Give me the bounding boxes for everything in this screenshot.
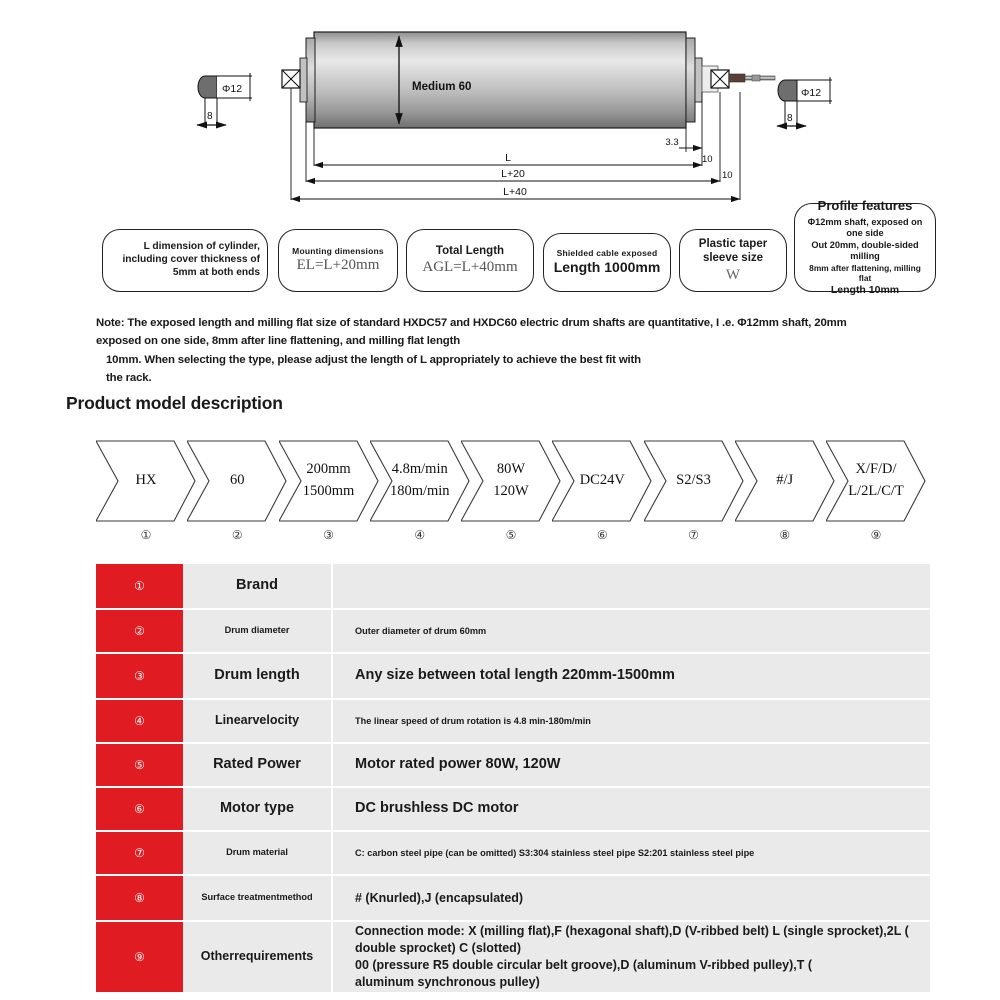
row-index-badge: ② xyxy=(96,610,183,652)
chevron-index-label: ⑤ xyxy=(505,528,517,542)
row-value xyxy=(333,922,930,992)
row-value xyxy=(333,564,930,608)
feature-capsule-plastic-taper-sleeve xyxy=(679,229,787,292)
table-row xyxy=(96,922,930,992)
row-label: Brand xyxy=(183,564,333,608)
chevron-index-label: ⑧ xyxy=(779,528,791,542)
chevron-shape xyxy=(552,440,652,522)
feature-capsule-total-length xyxy=(406,229,534,292)
row-value-line: Connection mode: X (milling flat),F (hexagonal shaft),D (V-ribbed belt) L (single sprocket),2L ( xyxy=(355,924,909,939)
capsule-title: Mounting dimensions xyxy=(292,245,384,256)
note-line-1: Note: The exposed length and milling flat size of standard HXDC57 and HXDC60 electric drum shafts are quantitative, I .e. Φ12mm shaft, 20mm xyxy=(96,317,847,329)
right-diameter-label: Φ12 xyxy=(801,87,822,99)
row-index-badge: ⑧ xyxy=(96,876,183,920)
row-value-line: # (Knurled),J (encapsulated) xyxy=(355,890,524,905)
table-row xyxy=(96,700,930,742)
medium-60-label: Medium 60 xyxy=(412,81,472,93)
left-mount-block xyxy=(282,70,300,88)
drum-technical-drawing xyxy=(0,0,1000,215)
table-row xyxy=(96,876,930,920)
capsule-line-2: Out 20mm, double-sided milling xyxy=(811,239,919,262)
row-label: Drum material xyxy=(183,832,333,874)
feature-capsule-shielded-cable xyxy=(543,233,671,292)
row-index-badge: ④ xyxy=(96,700,183,742)
drum-body xyxy=(300,32,702,128)
chevron-text-line-1: 4.8m/min xyxy=(391,461,448,478)
left-shaft-detail xyxy=(197,73,252,127)
row-value-line: C: carbon steel pipe (can be omitted) S3:304 stainless steel pipe S2:201 stainless steel pipe xyxy=(355,847,755,858)
chevron-index-label: ② xyxy=(231,528,243,542)
model-code-chevron-row xyxy=(96,440,926,550)
feature-capsule-profile-features xyxy=(794,198,936,296)
dim-10-b: 10 xyxy=(722,170,733,181)
note-line-2: exposed on one side, 8mm after line flattening, and milling flat length xyxy=(96,335,461,348)
row-value-line: Outer diameter of drum 60mm xyxy=(355,625,487,636)
row-index-badge: ① xyxy=(96,564,183,608)
capsule-title: Profile features xyxy=(817,198,913,214)
row-index-badge: ⑨ xyxy=(96,922,183,992)
chevron-text-line-1: X/F/D/ xyxy=(855,461,897,478)
model-code-segment-2 xyxy=(187,440,287,550)
row-value xyxy=(333,788,930,830)
section-heading-product-model: Product model description xyxy=(66,393,283,413)
model-code-segment-1 xyxy=(96,440,196,550)
chevron-index-label: ④ xyxy=(414,528,426,542)
table-row xyxy=(96,610,930,652)
chevron-index-label: ③ xyxy=(323,528,334,542)
row-index-badge: ⑦ xyxy=(96,832,183,874)
chevron-text-line-2: 120W xyxy=(493,483,529,499)
chevron-text-line-1: 60 xyxy=(230,472,245,489)
chevron-text-line-1: S2/S3 xyxy=(676,472,711,489)
row-value-line: DC brushless DC motor xyxy=(355,800,519,817)
dim-L: L xyxy=(505,152,511,164)
chevron-text-line-2: 180m/min xyxy=(389,483,450,499)
row-value-line: double sprocket) C (slotted) xyxy=(355,941,521,956)
table-row xyxy=(96,832,930,874)
chevron-text-line-1: HX xyxy=(135,472,157,489)
row-label: Drum diameter xyxy=(183,610,333,652)
capsule-line-1: L dimension of cylinder, xyxy=(143,241,260,253)
row-label: Rated Power xyxy=(183,744,333,786)
table-row xyxy=(96,788,930,830)
row-value-line: aluminum synchronous pulley) xyxy=(355,974,540,989)
note-block xyxy=(96,314,976,388)
right-flat-label: 8 xyxy=(787,113,793,124)
capsule-line-3: 8mm after flattening, milling flat xyxy=(809,262,921,284)
table-row xyxy=(96,654,930,698)
row-label: Other requirements xyxy=(183,922,333,992)
capsule-title-b: sleeve size xyxy=(702,252,764,265)
chevron-shape xyxy=(279,440,379,522)
dim-L20: L+20 xyxy=(501,168,525,180)
capsule-line-4: Length 10mm xyxy=(830,283,900,296)
model-code-segment-8 xyxy=(735,440,835,550)
dim-3-3: 3.3 xyxy=(665,137,679,148)
chevron-shape xyxy=(644,440,744,522)
row-value-line: 00 (pressure R5 double circular belt groove),D (aluminum V-ribbed pulley),T ( xyxy=(355,958,813,972)
right-shaft-detail xyxy=(777,77,832,128)
chevron-index-label: ① xyxy=(140,528,152,542)
row-label: Drum length xyxy=(183,654,333,698)
note-line-3: 10mm. When selecting the type, please adjust the length of L appropriately to achieve the best fit with xyxy=(106,353,641,366)
row-index-badge: ⑤ xyxy=(96,744,183,786)
table-row xyxy=(96,564,930,608)
model-code-segment-9 xyxy=(826,440,926,550)
chevron-shape xyxy=(735,440,835,522)
row-index-badge: ⑥ xyxy=(96,788,183,830)
row-index-badge: ③ xyxy=(96,654,183,698)
capsule-title: Shielded cable exposed xyxy=(556,248,658,259)
chevron-text-line-1: 200mm xyxy=(306,461,351,478)
row-label: Linear velocity xyxy=(183,700,333,742)
model-code-segment-6 xyxy=(552,440,652,550)
capsule-title-a: Plastic taper xyxy=(698,237,768,250)
chevron-index-label: ⑥ xyxy=(596,528,608,542)
row-value xyxy=(333,876,930,920)
feature-capsule-row xyxy=(96,198,926,299)
capsule-line-3: 5mm at both ends xyxy=(172,266,260,278)
model-code-segment-7 xyxy=(644,440,744,550)
row-value-line: The linear speed of drum rotation is 4.8 min-180m/min xyxy=(355,715,591,726)
chevron-shape xyxy=(826,440,926,522)
model-code-segment-5 xyxy=(461,440,561,550)
chevron-text-line-1: 80W xyxy=(496,461,526,478)
capsule-value: W xyxy=(725,266,741,283)
feature-capsule-l-dimension xyxy=(102,229,268,292)
row-value xyxy=(333,700,930,742)
chevron-text-line-1: #/J xyxy=(776,472,794,489)
row-value-line: Any size between total length 220mm-1500mm xyxy=(355,667,675,684)
chevron-index-label: ⑨ xyxy=(870,528,882,542)
right-mount-block xyxy=(702,66,775,92)
chevron-text-line-2: L/2L/C/T xyxy=(848,483,904,499)
row-value xyxy=(333,744,930,786)
chevron-shape xyxy=(370,440,470,522)
capsule-line-2: including cover thickness of xyxy=(122,254,260,266)
row-value xyxy=(333,832,930,874)
note-line-4: the rack. xyxy=(106,372,152,385)
capsule-value: AGL=L+40mm xyxy=(422,259,518,276)
left-flat-label: 8 xyxy=(207,111,213,122)
chevron-text-line-2: 1500mm xyxy=(302,483,355,499)
capsule-value: EL=L+20mm xyxy=(296,257,380,274)
chevron-text-line-1: DC24V xyxy=(579,472,625,489)
row-label: Surface treatment method xyxy=(183,876,333,920)
left-diameter-label: Φ12 xyxy=(222,83,243,95)
capsule-title: Total Length xyxy=(435,244,505,257)
feature-capsule-mounting-dimensions xyxy=(278,229,398,292)
dim-10-a: 10 xyxy=(702,154,713,165)
row-label: Motor type xyxy=(183,788,333,830)
chevron-shape xyxy=(187,440,287,522)
row-value-line: Motor rated power 80W, 120W xyxy=(355,756,561,773)
row-value xyxy=(333,654,930,698)
row-value xyxy=(333,610,930,652)
chevron-index-label: ⑦ xyxy=(688,528,699,542)
model-code-segment-3 xyxy=(279,440,379,550)
chevron-shape xyxy=(461,440,561,522)
capsule-line-1: Φ12mm shaft, exposed on one side xyxy=(807,216,923,239)
dim-L40: L+40 xyxy=(503,186,527,198)
chevron-shape xyxy=(96,440,196,522)
table-row xyxy=(96,744,930,786)
specification-table xyxy=(96,564,930,994)
model-code-segment-4 xyxy=(370,440,470,550)
capsule-value: Length 1000mm xyxy=(553,259,661,276)
